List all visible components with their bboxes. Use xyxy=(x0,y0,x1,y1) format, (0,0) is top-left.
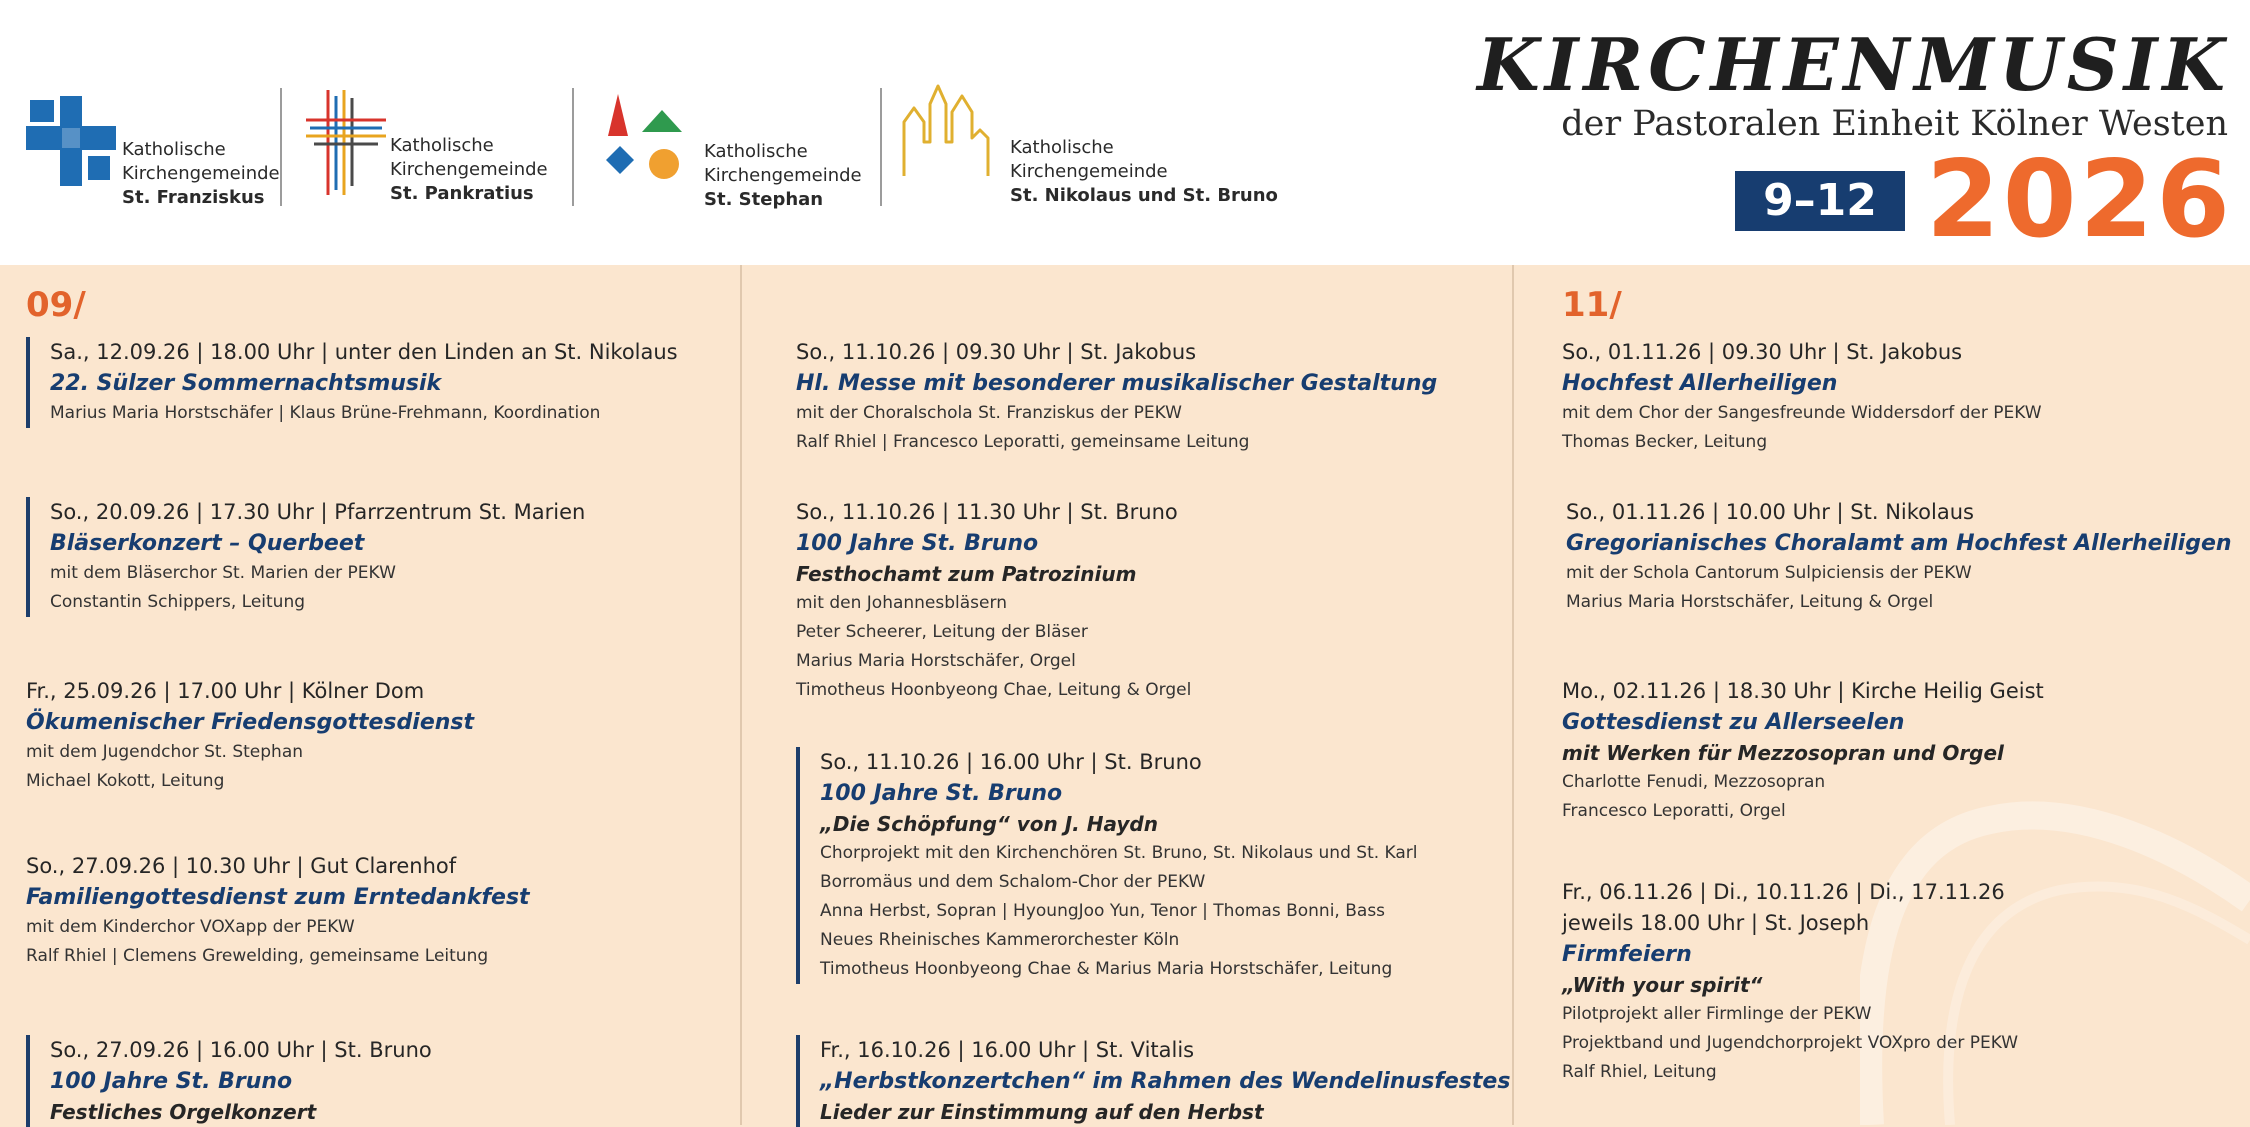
event-detail: Francesco Leporatti, Orgel xyxy=(1562,801,1786,821)
event-detail: Constantin Schippers, Leitung xyxy=(50,592,306,612)
logo-divider xyxy=(280,88,282,206)
event-title: Familiengottesdienst zum Erntedankfest xyxy=(26,885,530,910)
event-title: 22. Sülzer Sommernachtsmusik xyxy=(50,371,442,396)
event-detail: mit der Choralschola St. Franziskus der PEKW xyxy=(796,403,1182,423)
event-detail: Ralf Rhiel, Leitung xyxy=(1562,1062,1717,1082)
month-column-november xyxy=(1514,265,2250,1125)
event-date: So., 01.11.26 | 10.00 Uhr | St. Nikolaus xyxy=(1566,500,1974,524)
event-title: 100 Jahre St. Bruno xyxy=(820,781,1063,806)
logo-text-nikolaus-bruno: Katholische Kirchengemeinde St. Nikolaus und St. Bruno xyxy=(1010,137,1278,206)
event-item xyxy=(1562,337,2042,457)
logo-divider xyxy=(880,88,882,206)
event-item xyxy=(1562,877,2018,1087)
event-date: So., 20.09.26 | 17.30 Uhr | Pfarrzentrum St. Marien xyxy=(50,500,586,524)
event-detail: Timotheus Hoonbyeong Chae, Leitung & Orgel xyxy=(796,680,1192,700)
event-date: Fr., 06.11.26 | Di., 10.11.26 | Di., 17.11.26 xyxy=(1562,880,2005,904)
pankratius-lines-icon xyxy=(306,90,386,195)
event-item xyxy=(26,337,678,428)
church-outline-icon xyxy=(900,82,1000,178)
stephan-shapes-icon xyxy=(596,94,688,186)
logo-text-franziskus: Katholische Kirchengemeinde St. Franziskus xyxy=(122,139,280,208)
year-badge: 2026 xyxy=(1926,138,2234,261)
logo-divider xyxy=(572,88,574,206)
event-item xyxy=(26,851,530,971)
event-item xyxy=(796,1035,1510,1127)
event-item xyxy=(1566,497,2232,617)
event-detail: Pilotprojekt aller Firmlinge der PEKW xyxy=(1562,1004,1872,1024)
event-detail: mit dem Jugendchor St. Stephan xyxy=(26,742,304,762)
event-detail: Borromäus und dem Schalom-Chor der PEKW xyxy=(820,872,1206,892)
months-range-badge: 9–12 xyxy=(1735,171,1905,231)
event-detail: mit dem Chor der Sangesfreunde Widdersdorf der PEKW xyxy=(1562,403,2042,423)
event-item xyxy=(796,497,1191,705)
event-subtitle: mit Werken für Mezzosopran und Orgel xyxy=(1562,741,2004,765)
event-detail: Projektband und Jugendchorprojekt VOXpro der PEKW xyxy=(1562,1033,2019,1053)
logo-text-pankratius: Katholische Kirchengemeinde St. Pankratius xyxy=(390,135,548,204)
event-item xyxy=(1562,676,2044,826)
event-title: Ökumenischer Friedensgottesdienst xyxy=(26,710,475,735)
event-detail: Anna Herbst, Sopran | HyoungJoo Yun, Tenor | Thomas Bonni, Bass xyxy=(820,901,1386,921)
event-date: Sa., 12.09.26 | 18.00 Uhr | unter den Linden an St. Nikolaus xyxy=(50,340,678,364)
event-detail: mit den Johannesbläsern xyxy=(796,593,1007,613)
page-title: KIRCHENMUSIK xyxy=(1477,22,2230,107)
month-column-october xyxy=(742,265,1512,1125)
event-detail: mit dem Bläserchor St. Marien der PEKW xyxy=(50,563,396,583)
month-label: 09/ xyxy=(26,285,86,325)
event-detail: Michael Kokott, Leitung xyxy=(26,771,225,791)
event-detail: Chorprojekt mit den Kirchenchören St. Bruno, St. Nikolaus und St. Karl xyxy=(820,843,1418,863)
month-column-september xyxy=(0,265,740,1125)
event-title: Bläserkonzert – Querbeet xyxy=(50,531,365,556)
event-detail: Marius Maria Horstschäfer | Klaus Brüne-Frehmann, Koordination xyxy=(50,403,601,423)
event-title: 100 Jahre St. Bruno xyxy=(50,1069,293,1094)
event-date: So., 27.09.26 | 10.30 Uhr | Gut Clarenhof xyxy=(26,854,457,878)
logo-text-stephan: Katholische Kirchengemeinde St. Stephan xyxy=(704,141,862,210)
event-detail: Peter Scheerer, Leitung der Bläser xyxy=(796,622,1088,642)
event-date: So., 27.09.26 | 16.00 Uhr | St. Bruno xyxy=(50,1038,432,1062)
event-item xyxy=(26,497,585,617)
event-item xyxy=(26,1035,432,1127)
event-subtitle: Festliches Orgelkonzert xyxy=(50,1100,317,1124)
event-detail: Ralf Rhiel | Clemens Grewelding, gemeinsame Leitung xyxy=(26,946,489,966)
event-title: 100 Jahre St. Bruno xyxy=(796,531,1039,556)
franziskus-cross-icon xyxy=(26,96,116,186)
event-date: Fr., 25.09.26 | 17.00 Uhr | Kölner Dom xyxy=(26,679,425,703)
event-detail: Timotheus Hoonbyeong Chae & Marius Maria Horstschäfer, Leitung xyxy=(820,959,1393,979)
event-detail: Thomas Becker, Leitung xyxy=(1562,432,1768,452)
event-date: So., 11.10.26 | 09.30 Uhr | St. Jakobus xyxy=(796,340,1197,364)
event-item xyxy=(796,747,1418,984)
event-date: Mo., 02.11.26 | 18.30 Uhr | Kirche Heilig Geist xyxy=(1562,679,2044,703)
event-date: Fr., 16.10.26 | 16.00 Uhr | St. Vitalis xyxy=(820,1038,1195,1062)
event-detail: Ralf Rhiel | Francesco Leporatti, gemeinsame Leitung xyxy=(796,432,1250,452)
event-detail: Marius Maria Horstschäfer, Leitung & Orgel xyxy=(1566,592,1934,612)
event-date: So., 01.11.26 | 09.30 Uhr | St. Jakobus xyxy=(1562,340,1963,364)
header xyxy=(0,0,2250,265)
event-subtitle: Lieder zur Einstimmung auf den Herbst xyxy=(820,1100,1264,1124)
event-title: Hochfest Allerheiligen xyxy=(1562,371,1838,396)
event-title: Gregorianisches Choralamt am Hochfest Allerheiligen xyxy=(1566,531,2232,556)
event-title: „Herbstkonzertchen“ im Rahmen des Wendelinusfestes xyxy=(820,1069,1511,1094)
event-detail: Neues Rheinisches Kammerorchester Köln xyxy=(820,930,1180,950)
event-subtitle: „Die Schöpfung“ von J. Haydn xyxy=(820,812,1158,836)
event-item xyxy=(26,676,474,796)
event-date: So., 11.10.26 | 16.00 Uhr | St. Bruno xyxy=(820,750,1202,774)
event-detail: Charlotte Fenudi, Mezzosopran xyxy=(1562,772,1826,792)
event-date-line2: jeweils 18.00 Uhr | St. Joseph xyxy=(1562,911,1870,935)
event-date: So., 11.10.26 | 11.30 Uhr | St. Bruno xyxy=(796,500,1178,524)
event-subtitle: „With your spirit“ xyxy=(1562,973,1763,997)
month-label: 11/ xyxy=(1562,285,1622,325)
page-subtitle: der Pastoralen Einheit Kölner Westen xyxy=(1561,104,2228,144)
event-detail: Marius Maria Horstschäfer, Orgel xyxy=(796,651,1076,671)
event-title: Hl. Messe mit besonderer musikalischer Gestaltung xyxy=(796,371,1438,396)
event-detail: mit der Schola Cantorum Sulpiciensis der PEKW xyxy=(1566,563,1972,583)
event-item xyxy=(796,337,1437,457)
event-subtitle: Festhochamt zum Patrozinium xyxy=(796,562,1137,586)
event-detail: mit dem Kinderchor VOXapp der PEKW xyxy=(26,917,355,937)
event-title: Gottesdienst zu Allerseelen xyxy=(1562,710,1905,735)
event-title: Firmfeiern xyxy=(1562,942,1692,967)
